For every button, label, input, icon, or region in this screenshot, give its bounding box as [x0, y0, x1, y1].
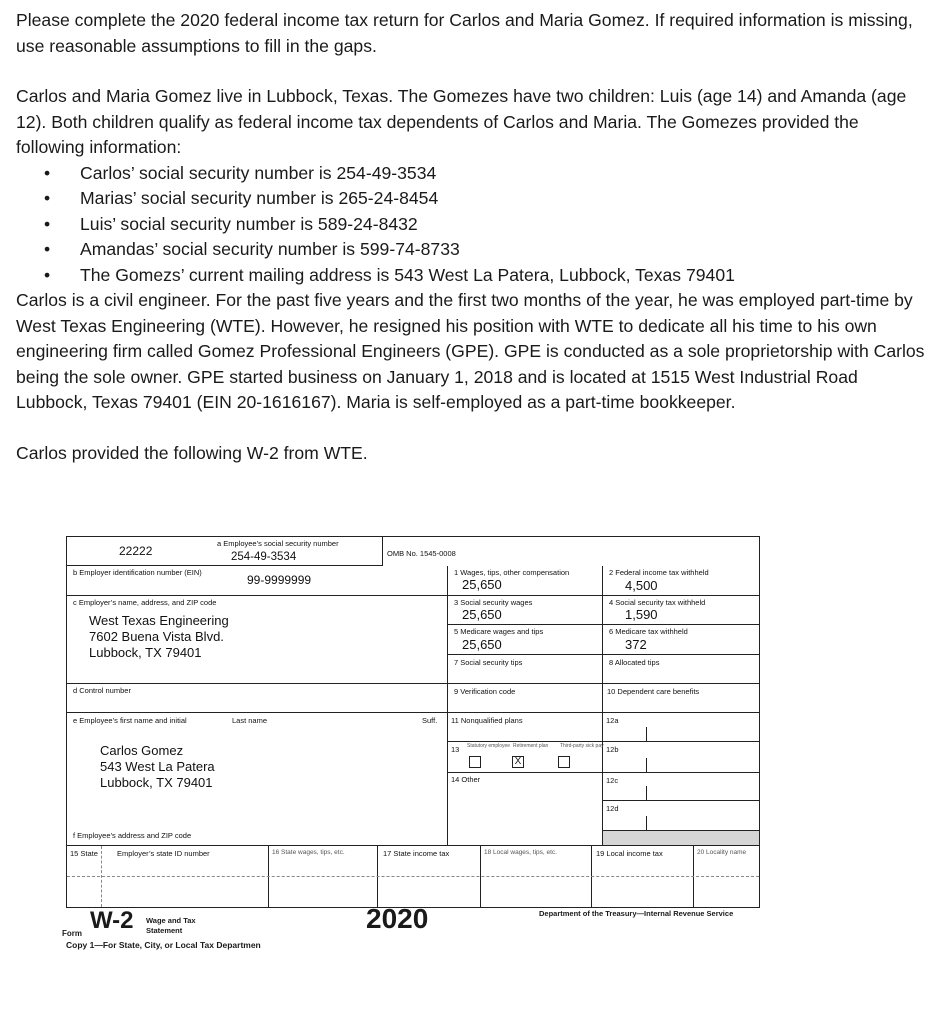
box-3: 3 Social security wages 25,650: [448, 596, 603, 625]
list-item: • Carlos’ social security number is 254-49-3534: [16, 161, 928, 187]
box-a-label: a Employee’s social security number: [217, 539, 339, 548]
bullet-icon: •: [44, 213, 51, 234]
info-list: [16, 161, 928, 289]
box-1: 1 Wages, tips, other compensation 25,650: [448, 566, 603, 596]
list-item: • Marias’ social security number is 265-24-8454: [16, 186, 928, 212]
form-word: Form: [62, 929, 82, 938]
employment-paragraph: Carlos is a civil engineer. For the past five years and the first two months of the year, he was employed part-time by West Texas Engineering (WTE). However, he resigned his position with WTE to dedicate all his time to his own engineering firm called Gomez Professional Engineers (GPE). GPE is conducted as a sole proprietorship with Carlos being the sole owner. GPE started business on January 1, 2018 and is located at 1515 West Industrial Road Lubbock, Texas 79401 (EIN 20-1616167). Maria is self-employed as a part-time bookkeeper.: [16, 290, 925, 412]
box-a-value: 254-49-3534: [231, 551, 297, 563]
employee-address: Carlos Gomez 543 West La Patera Lubbock, TX 79401: [100, 743, 215, 790]
department: Department of the Treasury—Internal Revenue Service: [539, 909, 734, 918]
omb-number: OMB No. 1545-0008: [387, 549, 456, 558]
state-local-row: 15 State Employer’s state ID number 16 State wages, tips, etc. 17 State income tax 18 Local wages, tips, etc. 19 Local income tax 20 Locality name: [67, 846, 759, 907]
box-8: 8 Allocated tips: [603, 655, 759, 684]
box-11: 11 Nonqualified plans: [448, 713, 603, 742]
family-paragraph: Carlos and Maria Gomez live in Lubbock, Texas. The Gomezes have two children: Luis (age 14) and Amanda (age 12). Both children qualify as federal income tax dependents of Carlos and Maria. The Gomezes provided the following information:: [16, 86, 907, 157]
box-b: b Employer identification number (EIN) 99-9999999: [67, 566, 448, 596]
list-item: • Amandas’ social security number is 599-74-8733: [16, 237, 928, 263]
box-13: 13 Statutory employee Retirement plan Third-party sick pay X: [448, 742, 603, 773]
box-12a: 12a: [603, 713, 759, 742]
retirement-plan-checkbox: X: [512, 756, 524, 768]
statutory-employee-checkbox: [469, 756, 481, 768]
form-subtitle-2: Statement: [146, 926, 183, 935]
bullet-icon: •: [44, 264, 51, 285]
third-party-sick-pay-checkbox: [558, 756, 570, 768]
bullet-icon: •: [44, 188, 51, 208]
w2-code: 22222: [119, 544, 153, 558]
bullet-icon: •: [44, 239, 51, 259]
box-d: d Control number: [67, 684, 448, 713]
form-title: W-2: [90, 907, 134, 934]
box-5: 5 Medicare wages and tips 25,650: [448, 625, 603, 655]
box-10: 10 Dependent care benefits: [603, 684, 759, 713]
bullet-icon: •: [44, 162, 51, 183]
box-12d: 12d: [603, 801, 759, 831]
employer-address: West Texas Engineering 7602 Buena Vista Blvd. Lubbock, TX 79401: [89, 613, 229, 660]
list-item: • The Gomezs’ current mailing address is 543 West La Patera, Lubbock, Texas 79401: [16, 263, 928, 289]
form-year: 2020: [366, 903, 429, 934]
box-14: 14 Other: [448, 773, 603, 846]
box-7: 7 Social security tips: [448, 655, 603, 684]
box-12b: 12b: [603, 742, 759, 773]
form-subtitle: Wage and Tax: [146, 916, 196, 925]
intro-paragraph: Please complete the 2020 federal income tax return for Carlos and Maria Gomez. If required information is missing, use reasonable assumptions to fill in the gaps.: [16, 10, 913, 56]
box-c: c Employer’s name, address, and ZIP code West Texas Engineering 7602 Buena Vista Blvd. Lubbock, TX 79401: [67, 596, 448, 684]
copy-label: Copy 1—For State, City, or Local Tax Departmen: [66, 940, 261, 950]
instructions: [16, 8, 928, 466]
box-b-value: 99-9999999: [247, 573, 312, 587]
box-6: 6 Medicare tax withheld 372: [603, 625, 759, 655]
box-e: e Employee’s first name and initial Last name Suff. Carlos Gomez 543 West La Patera Lubbock, TX 79401 f Employee’s address and ZIP code: [67, 713, 448, 846]
box-2: 2 Federal income tax withheld 4,500: [603, 566, 759, 596]
box-4: 4 Social security tax withheld 1,590: [603, 596, 759, 625]
w2-form: [66, 536, 760, 908]
box-9: 9 Verification code: [448, 684, 603, 713]
shaded-area: [603, 831, 759, 846]
box-12c: 12c: [603, 773, 759, 801]
w2-intro: Carlos provided the following W-2 from WTE.: [16, 442, 368, 463]
list-item: • Luis’ social security number is 589-24-8432: [16, 212, 928, 238]
